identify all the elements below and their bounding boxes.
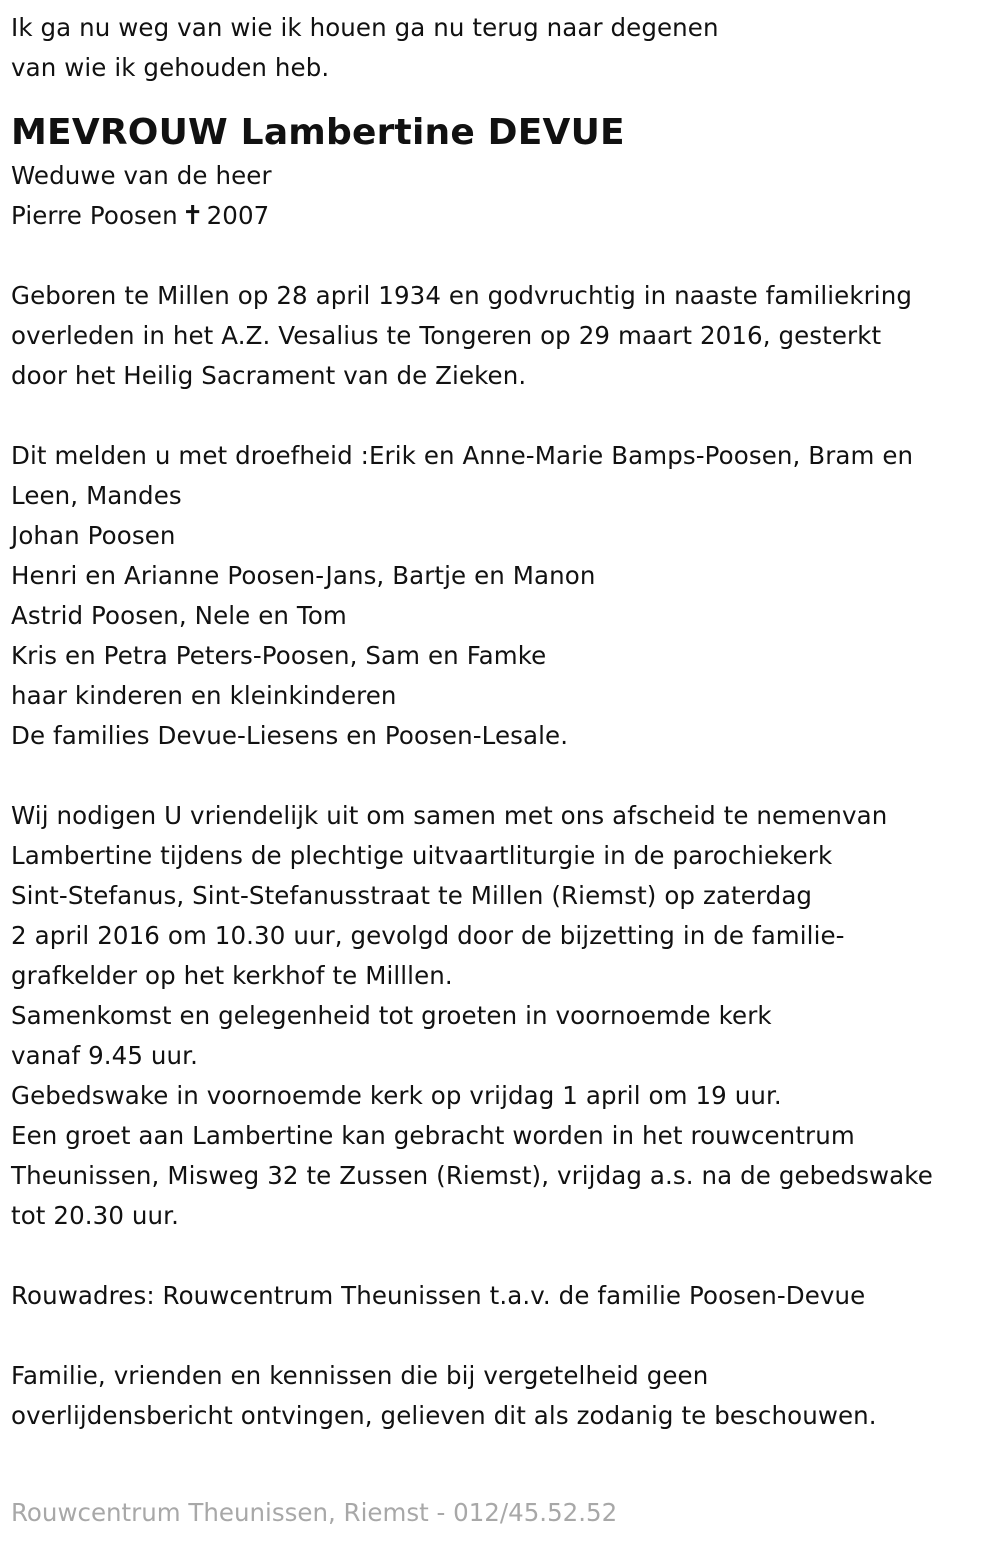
funeral-line: 2 april 2016 om 10.30 uur, gevolgd door de bijzetting in de familie- xyxy=(11,921,845,950)
notice-paragraph xyxy=(11,1356,996,1436)
notice-line: overlijdensbericht ontvingen, gelieven dit als zodanig te beschouwen. xyxy=(11,1401,877,1430)
spouse-line xyxy=(11,196,996,236)
funeral-home-footer: Rouwcentrum Theunissen, Riemst - 012/45.52.52 xyxy=(11,1498,618,1527)
family-line: Dit melden u met droefheid :Erik en Anne-Marie Bamps-Poosen, Bram en xyxy=(11,441,914,470)
funeral-paragraph xyxy=(11,796,996,1236)
family-paragraph xyxy=(11,436,996,756)
family-line: Henri en Arianne Poosen-Jans, Bartje en Manon xyxy=(11,561,596,590)
obituary-document xyxy=(11,8,996,1436)
notice-line: Familie, vrienden en kennissen die bij vergetelheid geen xyxy=(11,1361,709,1390)
family-line: Astrid Poosen, Nele en Tom xyxy=(11,601,347,630)
family-line: Johan Poosen xyxy=(11,521,176,550)
family-line: De families Devue-Liesens en Poosen-Lesale. xyxy=(11,721,569,750)
paragraph-line: overleden in het A.Z. Vesalius te Tongeren op 29 maart 2016, gesterkt xyxy=(11,321,882,350)
birth-death-paragraph xyxy=(11,276,996,396)
spouse-name: Pierre Poosen xyxy=(11,201,178,230)
deceased-block xyxy=(11,110,996,236)
mourning-address: Rouwadres: Rouwcentrum Theunissen t.a.v. de familie Poosen-Devue xyxy=(11,1281,866,1310)
funeral-line: Samenkomst en gelegenheid tot groeten in voornoemde kerk xyxy=(11,1001,772,1030)
funeral-line: Gebedswake in voornoemde kerk op vrijdag 1 april om 19 uur. xyxy=(11,1081,782,1110)
widow-line: Weduwe van de heer xyxy=(11,161,272,190)
motto-line: Ik ga nu weg van wie ik houen ga nu terug naar degenen xyxy=(11,13,719,42)
paragraph-line: Geboren te Millen op 28 april 1934 en godvruchtig in naaste familiekring xyxy=(11,281,912,310)
family-line: haar kinderen en kleinkinderen xyxy=(11,681,397,710)
spouse-year: 2007 xyxy=(206,201,270,230)
cross-icon: ✝ xyxy=(181,201,204,231)
funeral-line: Lambertine tijdens de plechtige uitvaartliturgie in de parochiekerk xyxy=(11,841,833,870)
funeral-line: tot 20.30 uur. xyxy=(11,1201,179,1230)
motto-line: van wie ik gehouden heb. xyxy=(11,53,330,82)
funeral-line: Sint-Stefanus, Sint-Stefanusstraat te Millen (Riemst) op zaterdag xyxy=(11,881,813,910)
deceased-name: MEVROUW Lambertine DEVUE xyxy=(11,112,625,153)
funeral-line: Theunissen, Misweg 32 te Zussen (Riemst), vrijdag a.s. na de gebedswake xyxy=(11,1161,933,1190)
funeral-line: Een groet aan Lambertine kan gebracht worden in het rouwcentrum xyxy=(11,1121,855,1150)
family-line: Kris en Petra Peters-Poosen, Sam en Famke xyxy=(11,641,547,670)
funeral-line: vanaf 9.45 uur. xyxy=(11,1041,198,1070)
funeral-line: grafkelder op het kerkhof te Milllen. xyxy=(11,961,453,990)
family-line: Leen, Mandes xyxy=(11,481,182,510)
motto xyxy=(11,8,996,88)
funeral-line: Wij nodigen U vriendelijk uit om samen met ons afscheid te nemenvan xyxy=(11,801,888,830)
paragraph-line: door het Heilig Sacrament van de Zieken. xyxy=(11,361,527,390)
